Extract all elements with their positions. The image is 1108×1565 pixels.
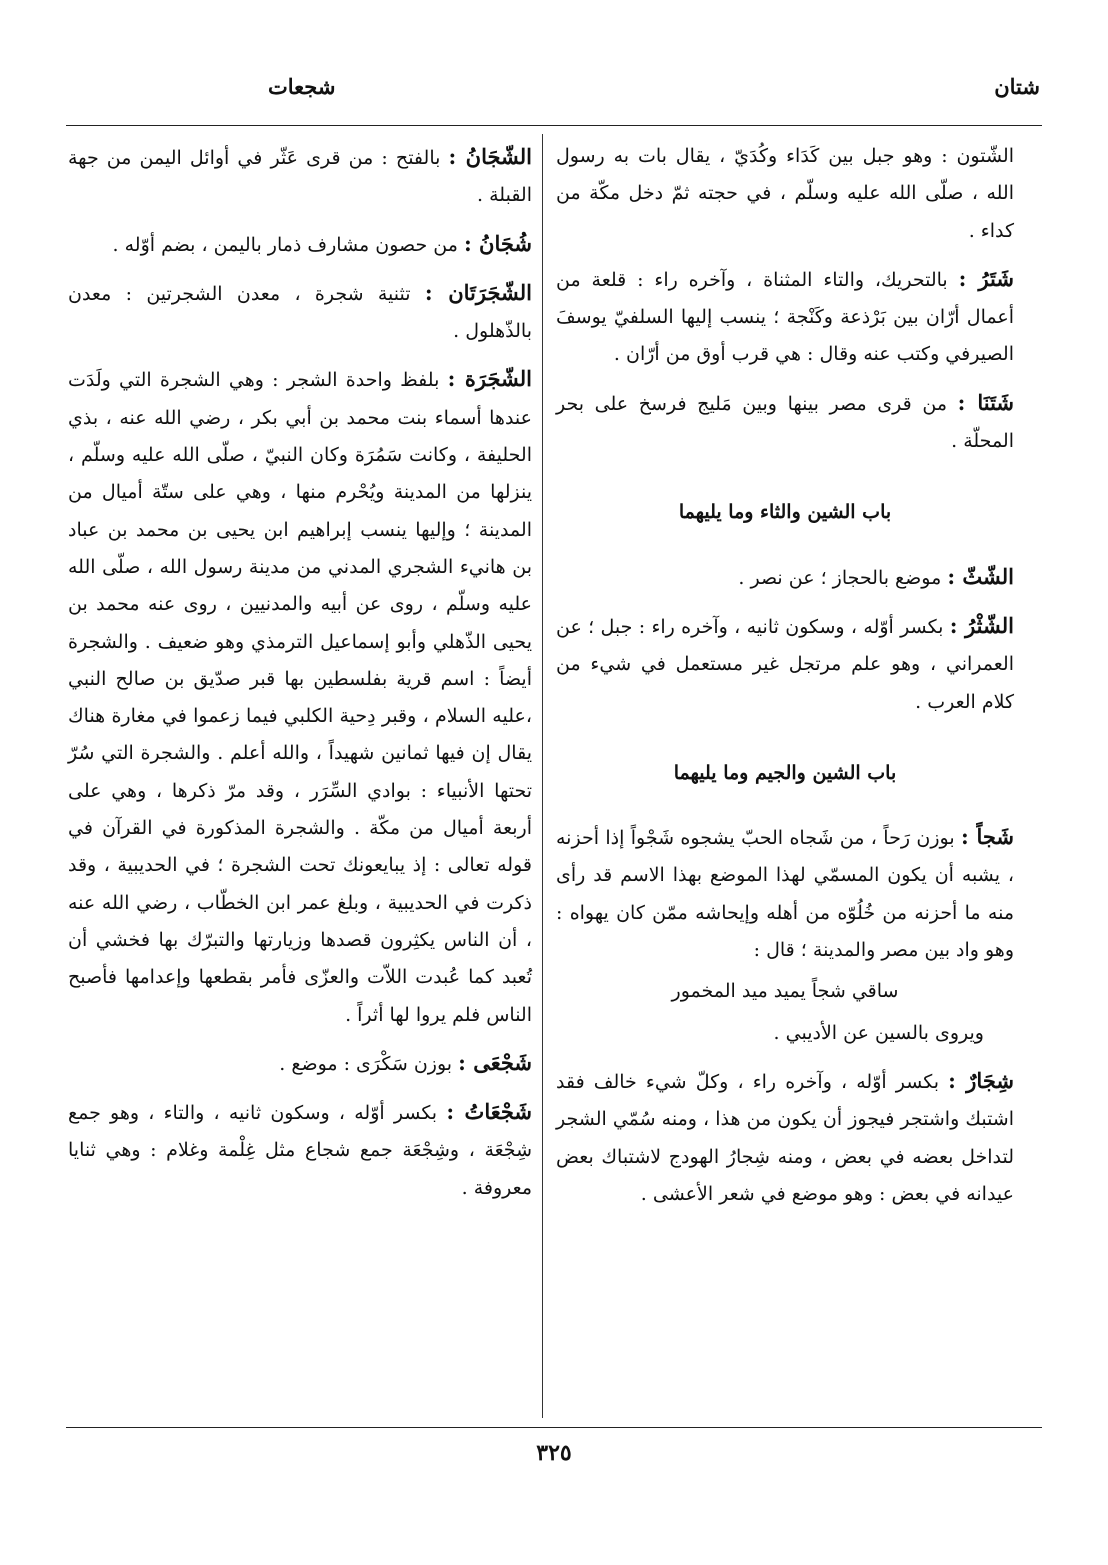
headword: شَجْعَى : — [458, 1049, 532, 1075]
bottom-rule — [66, 1427, 1042, 1428]
headword: الشّجَانُ : — [448, 144, 533, 169]
top-rule — [66, 125, 1042, 126]
verse-note: ويروى بالسين عن الأديبي . — [773, 1021, 984, 1044]
section-heading: باب الشين والجيم وما يليهما — [673, 761, 897, 784]
entry-al-shajan: الشّجَانُ : بالفتح : من قرى عَثّر في أوائل اليمن من جهة القبلة . — [68, 144, 533, 207]
headword: شِجَارٌ : — [948, 1067, 1014, 1093]
headword: الشّجَرَتَان : — [424, 279, 532, 305]
page-number: ٣٢٥ — [536, 1440, 572, 1466]
entry-shatana: شَتَنَا : من قرى مصر بينها وبين مَليج فرسخ على بحر المحلّة . — [556, 389, 1015, 453]
left-running-head: شجعات — [268, 74, 336, 99]
entry-shaja-a: شَجْعَى : بوزن سَكْرَى : موضع . — [279, 1049, 532, 1075]
entry-al-shajaratan: الشّجَرَتَان : تثنية شجرة ، معدن الشجرتين : معدن بالذّهلول . — [68, 279, 532, 343]
headword: شَتَرُ : — [958, 265, 1014, 291]
entry-shatar: شَتَرُ : بالتحريك، والتاء المثناة ، وآخره راء : قلعة من أعمال أرّان بين بَرْذعة وكَنْجة ؛ ينسب إليها السلفيّ يوسفَ الصيرفي وكتب عنه وقال : هي قرب أوق من أرّان . — [556, 265, 1014, 366]
verse-line: ساقي شجاً يميد ميد المخمور — [671, 980, 899, 1003]
entry-shajaat: شَجْعَاتُ : بكسر أوّله ، وسكون ثانيه ، والتاء ، وهو جمع شِجْعَة ، وشِجْعَة جمع شجاع مثل غِلْمة وغلام : وهي ثنايا معروفة . — [68, 1099, 532, 1199]
running-header — [60, 74, 1048, 114]
entry-shijar: شِجَارٌ : بكسر أوّله ، وآخره راء ، وكلّ شيء خالف فقد اشتبك واشتجر فيجوز أن يكون من هذا ، ومنه سُمّي الشجر لتداخل بعضه في بعض ، ومنه شِجارُ الهودج لاشتباك بعض عيدانه في بعض : وهو موضع في شعر الأعشى . — [556, 1067, 1014, 1205]
headword: الشّجَرَة : — [447, 366, 532, 392]
headword: شَجْعَاتُ : — [446, 1099, 532, 1125]
entry-shath: الشّثّ : موضع بالحجاز ؛ عن نصر . — [738, 563, 1014, 589]
entry-al-shajara: الشّجَرَة : بلفظ واحدة الشجر : وهي الشجرة التي ولَدَت عندها أسماء بنت محمد بن أبي بكر ، رضي الله عنه ، بذي الحليفة ، وكانت سَمُرَة وكان النبيّ ، صلّى الله عليه وسلّم ، ينزلها من المدينة ويُحْرم منها ، وهي على ستّة أميال من المدينة ؛ وإليها ينسب إبراهيم ابن يحيى بن محمد بن عباد بن هانيء الشجري المدني من مدينة رسول الله ، صلّى الله عليه وسلّم ، روى عن أبيه والمدنيين ، روى عنه محمد بن يحيى الذّهلي وأبو إسماعيل الترمذي وهو ضعيف . والشجرة أيضاً : اسم قرية بفلسطين بها قبر صدّيق بن صالح النبي ،عليه السلام ، وقبر دِحية الكلبي فيما زعموا في مغارة هناك يقال إن فيها ثمانين شهيداً ، والله أعلم . والشجرة التي سُرّ تحتها الأنبياء : بوادي السِّرَر ، وقد مرّ ذكرها ، وهي على أربعة أميال من مكّة . والشجرة المذكورة في القرآن في قوله تعالى : إذ يبايعونك تحت الشجرة ؛ في الحديبية ، وقد ذكرت في الحديبية ، وبلغ عمر ابن الخطّاب ، رضي الله عنه ، أن الناس يكثِرون قصدها وزيارتها والتبرّك بها فخشي أن تُعبد كما عُبدت اللاّت والعزّى فأمر بقطعها وإعدامها فأصبح الناس فلم يروا لها أثراً . — [68, 366, 532, 1026]
headword: شُجَانُ : — [463, 230, 532, 256]
entry-shatun: الشّتون : وهو جبل بين كَدَاء وكُدَيّ ، يقال بات به رسول الله ، صلّى الله عليه وسلّم ، في حجته ثمّ دخل مكّة من كداء . — [556, 145, 1014, 242]
headword: شَتَنَا : — [957, 389, 1015, 415]
headword: شَجاً : — [961, 824, 1014, 850]
entry-shaja: شَجاً : بوزن رَحاً ، من شَجاه الحبّ يشجوه شَجْواً إذا أحزنه ، يشبه أن يكون المسمّي لهذا الموضع بهذا الاسم قد رأى منه ما أحزنه من خُلُوّه من أهله وإيحاشه ممّن كان يهواه : وهو واد بين مصر والمدينة ؛ قال : — [556, 824, 1014, 962]
left-column — [68, 138, 532, 1217]
headword: الشّثْرُ : — [949, 612, 1014, 638]
column-divider — [542, 134, 543, 1418]
entry-shujan: شُجَانُ : من حصون مشارف ذمار باليمن ، بضم أوّله . — [112, 230, 532, 256]
entry-shathr: الشّثْرُ : بكسر أوّله ، وسكون ثانيه ، وآخره راء : جبل ؛ عن العمراني ، وهو علم مرتجل غير مستعمل في شيء من كلام العرب . — [556, 612, 1014, 713]
section-heading: باب الشين والثاء وما يليهما — [678, 501, 892, 524]
headword: الشّثّ : — [947, 563, 1014, 589]
right-running-head: شتان — [994, 74, 1040, 99]
right-column — [556, 138, 1014, 1223]
